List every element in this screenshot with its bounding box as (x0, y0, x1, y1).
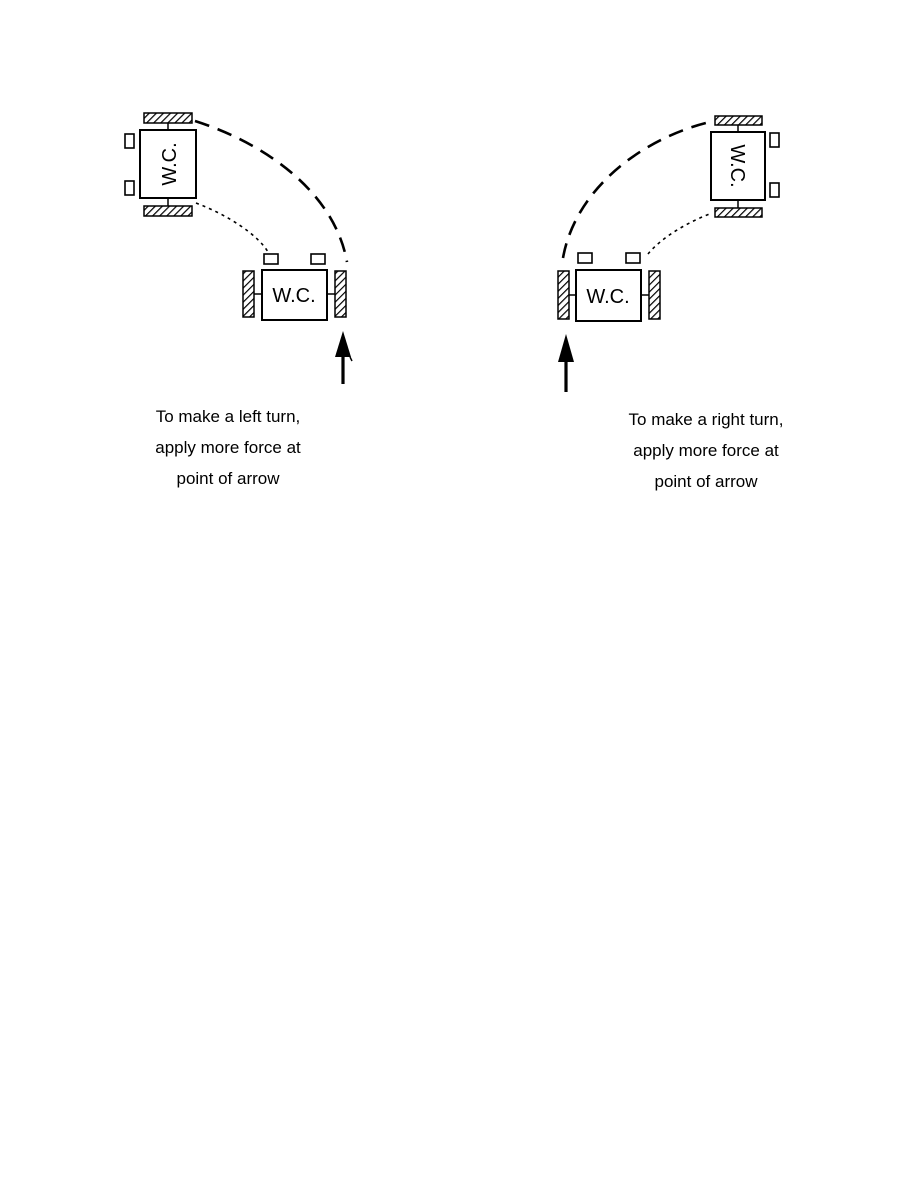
left-start-bottom-wheel (144, 206, 192, 216)
left-force-arrow (335, 331, 352, 384)
left-outer-wheel-path (195, 121, 347, 262)
left-inner-wheel-path (196, 203, 268, 252)
right-start-chair-label: W.C. (726, 144, 748, 188)
left-wheelchair-start (125, 113, 196, 216)
left-turn-caption (118, 401, 338, 494)
right-turn-caption (596, 404, 816, 497)
left-end-left-wheel (243, 271, 254, 317)
left-turn-diagram (125, 113, 352, 384)
right-inner-wheel-path (648, 213, 712, 254)
right-caption-line-2: apply more force at (633, 441, 779, 460)
right-start-caster-top (770, 133, 779, 147)
left-end-caster-left (264, 254, 278, 264)
right-force-arrow (558, 334, 574, 392)
right-caption-line-1: To make a right turn, (628, 410, 784, 429)
right-start-bottom-wheel (715, 208, 762, 217)
right-end-caster-left (578, 253, 592, 263)
right-end-left-wheel (558, 271, 569, 319)
left-caption-line-1: To make a left turn, (155, 407, 301, 426)
right-wheelchair-end (558, 253, 660, 321)
left-wheelchair-end (243, 254, 346, 320)
right-end-caster-right (626, 253, 640, 263)
right-turn-diagram (558, 116, 779, 392)
left-end-caster-right (311, 254, 325, 264)
left-start-caster-bottom (125, 181, 134, 195)
right-caption-line-3: point of arrow (654, 472, 758, 491)
left-start-caster-top (125, 134, 134, 148)
right-start-top-wheel (715, 116, 762, 125)
right-wheelchair-start (711, 116, 779, 217)
left-start-chair-label: W.C. (159, 142, 181, 186)
left-caption-line-3: point of arrow (176, 469, 280, 488)
left-caption-line-2: apply more force at (155, 438, 301, 457)
left-end-right-wheel (335, 271, 346, 317)
right-end-right-wheel (649, 271, 660, 319)
left-end-chair-label: W.C. (272, 285, 316, 307)
left-start-top-wheel (144, 113, 192, 123)
right-start-caster-bottom (770, 183, 779, 197)
right-outer-wheel-path (563, 123, 706, 258)
right-end-chair-label: W.C. (586, 286, 630, 308)
